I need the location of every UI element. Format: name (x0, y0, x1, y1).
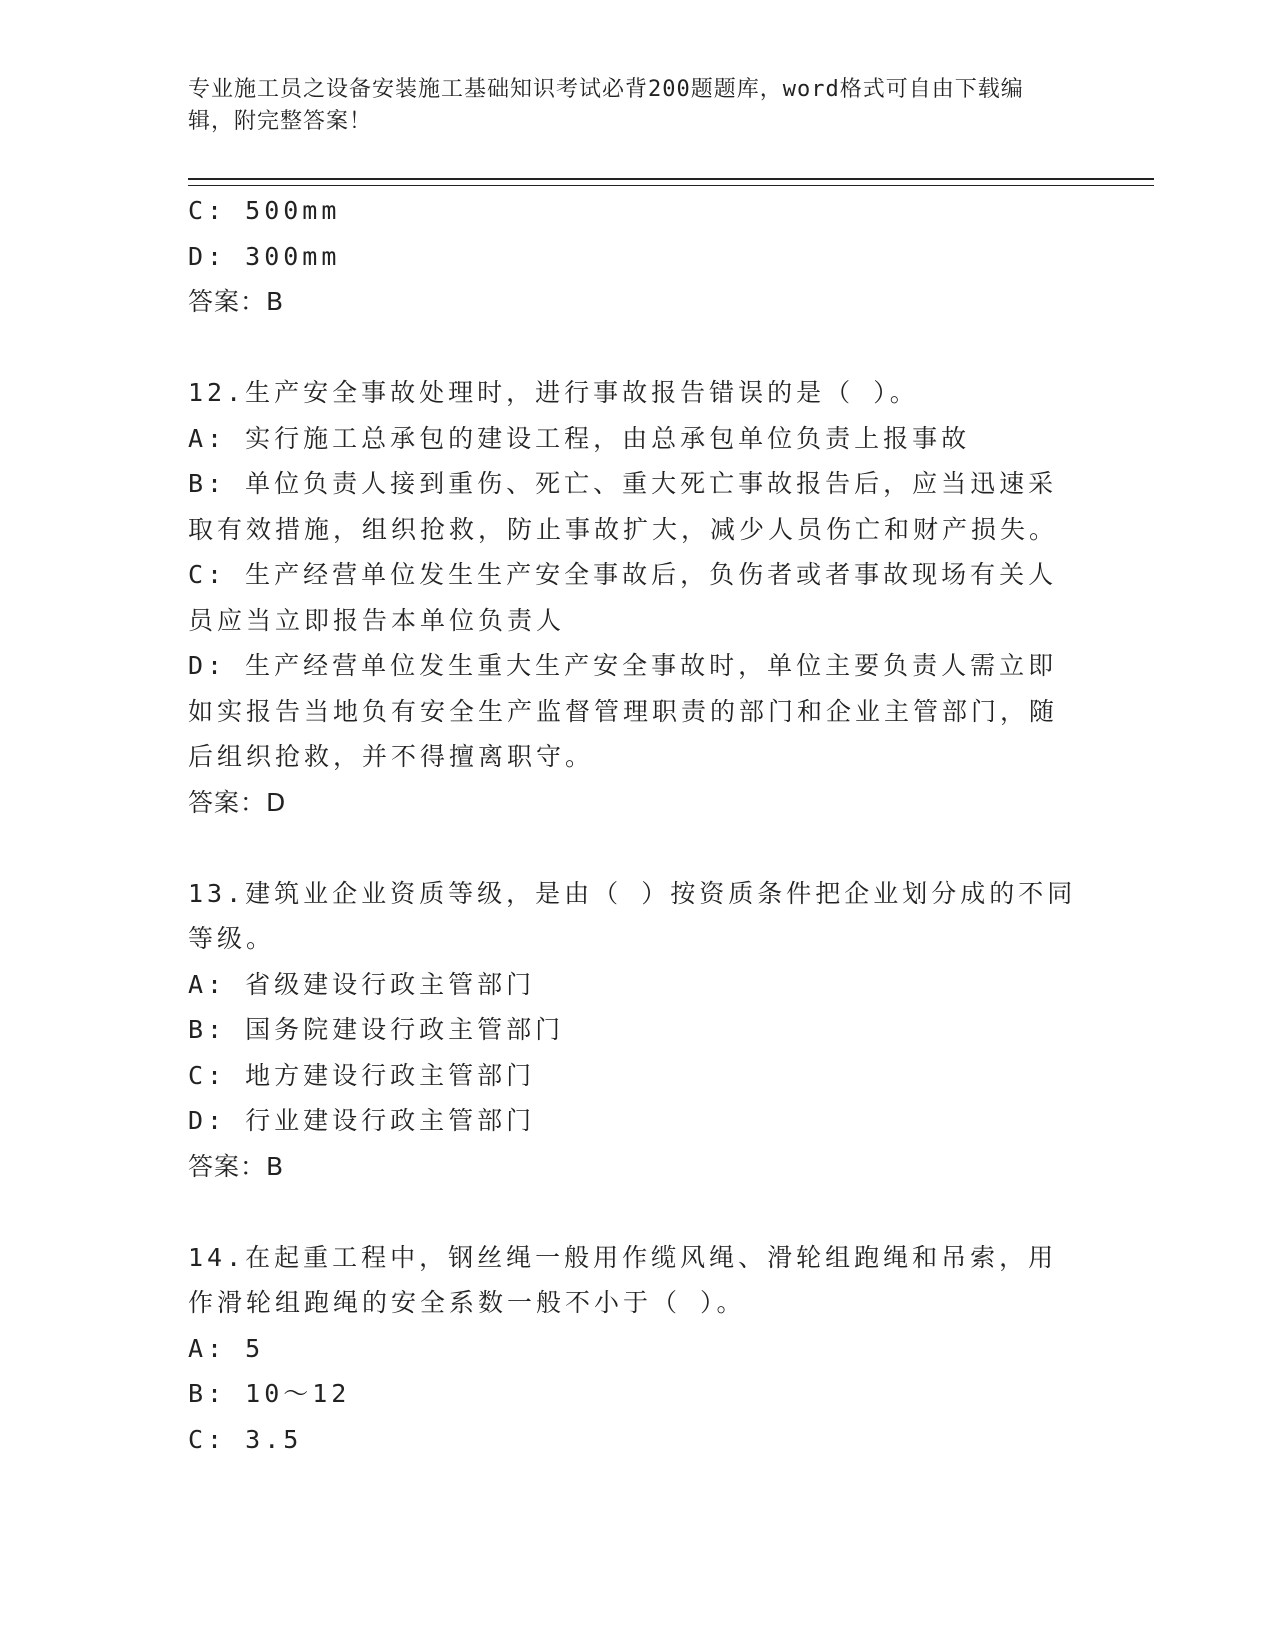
option-d: D: 生产经营单位发生重大生产安全事故时，单位主要负责人需立即如实报告当地负有安全生产监督管理职责的部门和企业主管部门，随后组织抢救，并不得擅离职守。 (188, 651, 1059, 771)
spacer (188, 325, 1078, 371)
answer-label: 答案：B (188, 287, 285, 316)
question-14 (188, 1235, 1078, 1463)
page-header (188, 74, 1068, 138)
spacer (188, 1189, 1078, 1235)
question-12 (188, 370, 1078, 825)
option-c: C: 地方建设行政主管部门 (188, 1060, 536, 1090)
answer-label: 答案：B (188, 1151, 285, 1181)
question-text: 13.建筑业企业资质等级，是由（ ）按资质条件把企业划分成的不同等级。 (188, 878, 1077, 953)
option-a: A: 省级建设行政主管部门 (188, 969, 536, 999)
question-text: 14.在起重工程中，钢丝绳一般用作缆风绳、滑轮组跑绳和吊索，用作滑轮组跑绳的安全系数一般不小于（ ）。 (188, 1242, 1058, 1317)
header-divider (188, 178, 1154, 186)
answer-label: 答案：D (188, 787, 287, 817)
option-b: B: 10～12 (188, 1379, 351, 1408)
option-d: D: 300mm (188, 241, 341, 271)
option-c: C: 500mm (188, 196, 341, 225)
header-title: 专业施工员之设备安装施工基础知识考试必背200题题库，word格式可自由下载编辑，附完整答案！ (188, 77, 1024, 134)
question-13 (188, 871, 1078, 1190)
question-11-fragment (188, 188, 1078, 325)
option-c: C: 3.5 (188, 1424, 303, 1454)
spacer (188, 825, 1078, 871)
option-a: A: 实行施工总承包的建设工程，由总承包单位负责上报事故 (188, 423, 971, 453)
option-a: A: 5 (188, 1333, 265, 1363)
option-c: C: 生产经营单位发生生产安全事故后，负伤者或者事故现场有关人员应当立即报告本单位负责人 (188, 560, 1058, 635)
option-b: B: 国务院建设行政主管部门 (188, 1015, 565, 1044)
option-b: B: 单位负责人接到重伤、死亡、重大死亡事故报告后，应当迅速采取有效措施，组织抢救，防止事故扩大，减少人员伤亡和财产损失。 (188, 469, 1059, 544)
option-d: D: 行业建设行政主管部门 (188, 1106, 536, 1135)
question-text: 12.生产安全事故处理时，进行事故报告错误的是（ ）。 (188, 378, 919, 407)
question-list (188, 188, 1078, 1462)
